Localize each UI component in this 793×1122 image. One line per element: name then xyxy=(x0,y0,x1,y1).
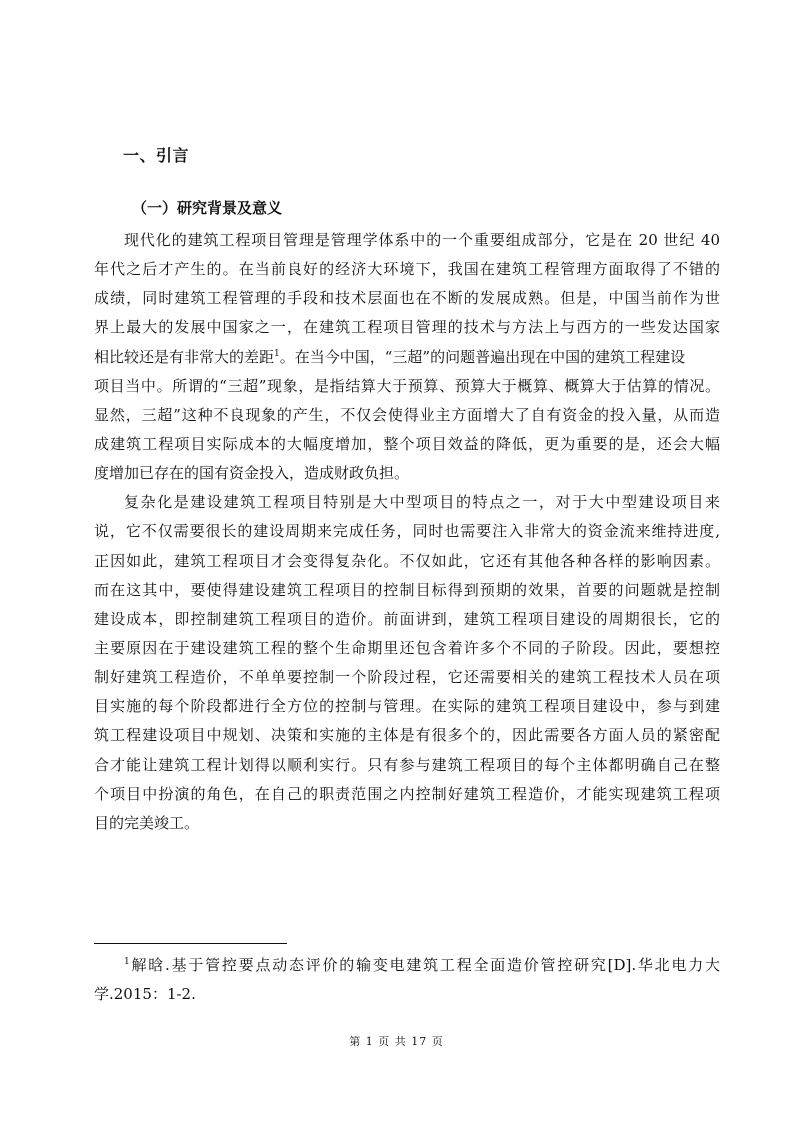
paragraph-2-line: 目实施的每个阶段都进行全方位的控制与管理。在实际的建筑工程项目建设中，参与到建 xyxy=(94,697,720,716)
footnote xyxy=(94,950,720,1008)
footnote-number: 1 xyxy=(124,957,130,967)
paragraph-1-line: 年代之后才产生的。在当前良好的经济大环境下，我国在建筑工程管理方面取得了不错的 xyxy=(94,260,720,279)
paragraph-1-line: 界上最大的发展中国家之一，在建筑工程项目管理的技术与方法上与西方的一些发达国家 xyxy=(94,318,720,337)
paragraph-1-text: 。在当今中国，“三超”的问题普遍出现在中国的建筑工程建设 xyxy=(279,347,686,366)
paragraph-2-line: 建设成本，即控制建筑工程项目的造价。前面讲到，建筑工程项目建设的周期很长，它的 xyxy=(94,609,720,628)
paragraph-1-line: 成绩，同时建筑工程管理的手段和技术层面也在不断的发展成熟。但是，中国当前作为世 xyxy=(94,289,720,308)
paragraph-2-line: 复杂化是建设建筑工程项目特别是大中型项目的特点之一，对于大中型建设项目来 xyxy=(124,493,720,512)
paragraph-1-line xyxy=(94,343,720,372)
paragraph-1-text: 相比较还是有非常大的差距 xyxy=(94,347,275,366)
section-heading: 一、引言 xyxy=(123,146,190,165)
paragraph-2-line: 个项目中扮演的角色，在自己的职责范围之内控制好建筑工程造价，才能实现建筑工程项 xyxy=(94,784,720,803)
footnote-text: 解晗.基于管控要点动态评价的输变电建筑工程全面造价管控研究[D].华北电力大 xyxy=(129,956,720,974)
paragraph-2-line: 说，它不仅需要很长的建设周期来完成任务，同时也需要注入非常大的资金流来维持进度, xyxy=(94,522,720,541)
paragraph-1-line: 显然，三超”这种不良现象的产生，不仅会使得业主方面增大了自有资金的投入量，从而造 xyxy=(94,405,720,424)
footnote-line xyxy=(94,950,720,979)
paragraph-2-line: 制好建筑工程造价，不单单要控制一个阶段过程，它还需要相关的建筑工程技术人员在项 xyxy=(94,668,720,687)
paragraph-2-line: 筑工程建设项目中规划、决策和实施的主体是有很多个的，因此需要各方面人员的紧密配 xyxy=(94,726,720,745)
paragraph-1-line: 成建筑工程项目实际成本的大幅度增加，整个项目效益的降低，更为重要的是，还会大幅 xyxy=(94,434,720,453)
body-text xyxy=(94,226,720,838)
subsection-heading: （一）研究背景及意义 xyxy=(132,199,283,217)
paragraph-2-line: 正因如此，建筑工程项目才会变得复杂化。不仅如此，它还有其他各种各样的影响因素。 xyxy=(94,551,720,570)
paragraph-1-line: 现代化的建筑工程项目管理是管理学体系中的一个重要组成部分，它是在 20 世纪 40 xyxy=(124,231,720,249)
footnote-reference: 1 xyxy=(274,348,280,359)
paragraph-1-line: 度增加已存在的国有资金投入，造成财政负担。 xyxy=(94,464,410,483)
paragraph-2-line: 合才能让建筑工程计划得以顺利实行。只有参与建筑工程项目的每个主体都明确自己在整 xyxy=(94,755,720,774)
paragraph-1-line: 项目当中。所谓的“三超”现象，是指结算大于预算、预算大于概算、概算大于估算的情况。 xyxy=(94,376,720,395)
paragraph-2-line: 主要原因在于建设建筑工程的整个生命期里还包含着许多个不同的子阶段。因此，要想控 xyxy=(94,638,720,657)
page-number: 第 1 页 共 17 页 xyxy=(349,1035,444,1048)
footnote-separator xyxy=(94,943,287,944)
paragraph-2-line: 而在这其中，要使得建设建筑工程项目的控制目标得到预期的效果，首要的问题就是控制 xyxy=(94,580,720,599)
paragraph-2-line: 目的完美竣工。 xyxy=(94,813,200,832)
footnote-line: 学.2015：1-2. xyxy=(94,985,196,1004)
